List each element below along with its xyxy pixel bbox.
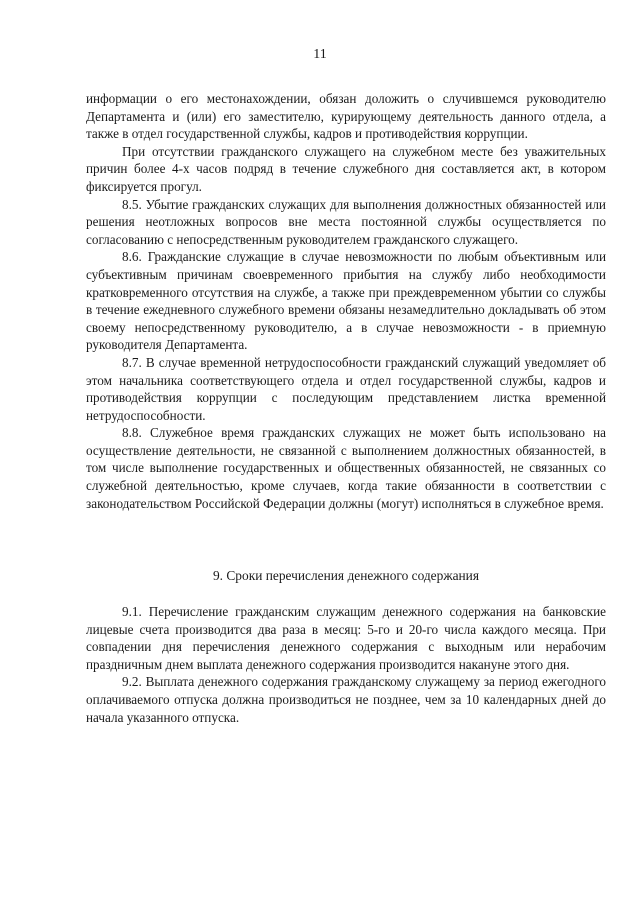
text-block-bottom bbox=[86, 603, 606, 726]
paragraph-9-1: 9.1. Перечисление гражданским служащим денежного содержания на банковские лицевые счета производится два раза в месяц: 5-го и 20-го числа каждого месяца. При совпадении дня перечисления денежного содержания с выходным или нерабочим праздничным днем выплата денежного содержания производится накануне этого дня. bbox=[86, 604, 606, 672]
paragraph-absence: При отсутствии гражданского служащего на служебном месте без уважительных причин более 4-х часов подряд в течение служебного дня составляется акт, в котором фиксируется прогул. bbox=[86, 143, 606, 194]
page-number: 11 bbox=[313, 47, 327, 62]
paragraph-8-7: 8.7. В случае временной нетрудоспособности гражданский служащий уведомляет об этом начальника соответствующего отдела и отдел государственной службы, кадров и противодействия коррупции с последующим представлением листка временной нетрудоспособности. bbox=[86, 354, 606, 423]
paragraph-8-5: 8.5. Убытие гражданских служащих для выполнения должностных обязанностей или решения неотложных вопросов вне места постоянной службы осуществляется по согласованию с непосредственным руководителем гражданского служащего. bbox=[86, 196, 606, 247]
section-heading: 9. Сроки перечисления денежного содержания bbox=[212, 568, 480, 583]
text-block-top bbox=[86, 90, 606, 512]
paragraph-9-2: 9.2. Выплата денежного содержания гражданскому служащему за период ежегодного оплачиваемого отпуска должна производиться не позднее, чем за 10 календарных дней до начала указанного отпуска. bbox=[86, 674, 606, 725]
paragraph-continuation: информации о его местонахождении, обязан доложить о случившемся руководителю Департамента и (или) его заместителю, курирующему деятельность данного отдела, а также в отдел государственной службы, кадров и противодействия коррупции. bbox=[86, 91, 606, 142]
paragraph-8-8: 8.8. Служебное время гражданских служащих не может быть использовано на осуществление деятельности, не связанной с выполнением должностных обязанностей, в том числе выполнение государственных и общественных обязанностей, не связанных со служебной деятельностью, кроме случаев, когда такие обязанности в соответствии с законодательством Российской Федерации должны (могут) исполняться в служебное время. bbox=[86, 425, 606, 511]
paragraph-8-6: 8.6. Гражданские служащие в случае невозможности по любым объективным или субъективным причинам своевременного прибытия на службу либо необходимости кратковременного отсутствия на службе, а также при преждевременном убытии со службы в течение ежедневного служебного времени обязаны незамедлительно докладывать об этом своему непосредственному руководителю, а в случае невозможности - в приемную руководителя Департамента. bbox=[86, 249, 606, 353]
